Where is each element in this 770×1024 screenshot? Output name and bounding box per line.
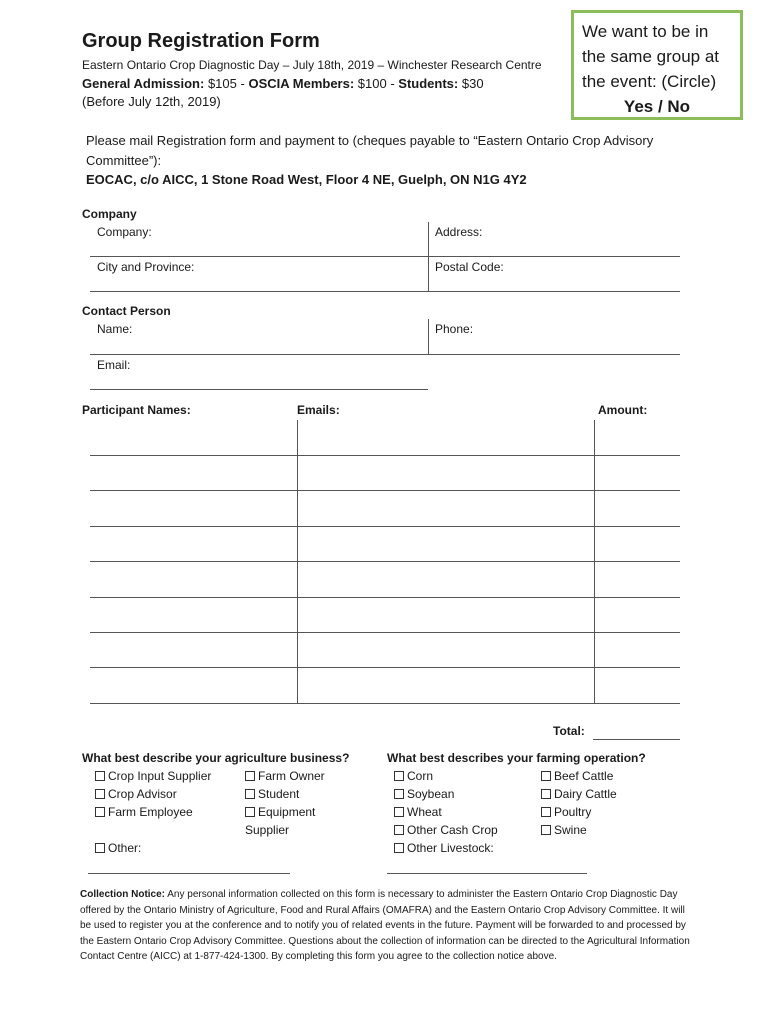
- oscia-price: $100 -: [357, 76, 395, 91]
- group-line-2: the same group at: [582, 47, 720, 66]
- participant-names-header: Participant Names:: [82, 403, 191, 417]
- checkbox-beef-cattle[interactable]: Beef Cattle: [541, 767, 617, 785]
- checkbox-swine[interactable]: Swine: [541, 821, 617, 839]
- amount-header: Amount:: [598, 403, 648, 417]
- checkbox-student[interactable]: Student: [245, 785, 325, 803]
- table-row[interactable]: [90, 667, 680, 668]
- business-options-col1: [95, 767, 211, 821]
- address-field-label: Address:: [435, 225, 483, 239]
- notice-label: Collection Notice:: [80, 889, 166, 900]
- contact-heading: Contact Person: [82, 304, 171, 318]
- checkbox-icon: [541, 825, 551, 835]
- yes-no-choice[interactable]: Yes / No: [623, 97, 691, 116]
- checkbox-farm-owner[interactable]: Farm Owner: [245, 767, 325, 785]
- business-options-col2: [245, 767, 325, 839]
- email-field-line[interactable]: [90, 389, 428, 390]
- company-field-line[interactable]: [90, 256, 428, 257]
- business-question: What best describe your agriculture business?: [82, 751, 350, 765]
- students-price: $30: [461, 76, 484, 91]
- table-row[interactable]: [90, 561, 680, 562]
- checkbox-other-livestock[interactable]: Other Livestock:: [394, 839, 498, 857]
- deadline-note: (Before July 12th, 2019): [82, 94, 221, 109]
- checkbox-crop-advisor[interactable]: Crop Advisor: [95, 785, 211, 803]
- company-divider: [428, 222, 429, 292]
- farming-options-col2: [541, 767, 617, 839]
- email-field-label: Email:: [97, 358, 131, 372]
- admission-prices: [82, 76, 484, 91]
- farming-question: What best describes your farming operation?: [387, 751, 646, 765]
- checkbox-icon: [394, 807, 404, 817]
- checkbox-icon: [95, 789, 105, 799]
- city-field-label: City and Province:: [97, 260, 195, 274]
- table-row[interactable]: [90, 703, 680, 704]
- checkbox-icon: [245, 789, 255, 799]
- table-row[interactable]: [90, 490, 680, 491]
- mailing-address: EOCAC, c/o AICC, 1 Stone Road West, Floor 4 NE, Guelph, ON N1G 4Y2: [86, 172, 527, 187]
- emails-header: Emails:: [297, 403, 340, 417]
- table-row[interactable]: [90, 526, 680, 527]
- general-admission-price: $105 -: [207, 76, 245, 91]
- company-field-label: Company:: [97, 225, 152, 239]
- form-title: Group Registration Form: [82, 30, 320, 52]
- group-line-3: the event: (Circle): [582, 72, 717, 91]
- total-label: Total:: [553, 724, 585, 738]
- checkbox-corn[interactable]: Corn: [394, 767, 498, 785]
- general-admission-label: General Admission:: [82, 76, 205, 91]
- business-other-line[interactable]: [88, 873, 290, 874]
- checkbox-icon: [541, 789, 551, 799]
- checkbox-icon: [394, 825, 404, 835]
- total-field-line[interactable]: [593, 739, 680, 740]
- checkbox-icon: [394, 789, 404, 799]
- farming-other-line[interactable]: [387, 873, 587, 874]
- contact-divider: [428, 319, 429, 355]
- mailing-instruction: Please mail Registration form and payment to (cheques payable to “Eastern Ontario Crop Advisory Committee”):: [86, 133, 654, 168]
- checkbox-icon: [394, 771, 404, 781]
- checkbox-icon: [541, 807, 551, 817]
- checkbox-icon: [245, 807, 255, 817]
- checkbox-business-other[interactable]: Other:: [95, 839, 141, 857]
- group-preference-box: [571, 10, 743, 120]
- name-phone-line[interactable]: [90, 354, 680, 355]
- name-field-label: Name:: [97, 322, 133, 336]
- event-subtitle: Eastern Ontario Crop Diagnostic Day – July 18th, 2019 – Winchester Research Centre: [82, 58, 542, 72]
- postal-field-label: Postal Code:: [435, 260, 504, 274]
- checkbox-equipment-supplier[interactable]: Equipment Supplier: [245, 805, 316, 837]
- checkbox-poultry[interactable]: Poultry: [541, 803, 617, 821]
- students-label: Students:: [398, 76, 459, 91]
- checkbox-other-cash-crop[interactable]: Other Cash Crop: [394, 821, 498, 839]
- city-postal-line[interactable]: [90, 291, 680, 292]
- checkbox-soybean[interactable]: Soybean: [394, 785, 498, 803]
- table-row[interactable]: [90, 632, 680, 633]
- checkbox-icon: [95, 771, 105, 781]
- checkbox-dairy-cattle[interactable]: Dairy Cattle: [541, 785, 617, 803]
- table-row[interactable]: [90, 455, 680, 456]
- checkbox-wheat[interactable]: Wheat: [394, 803, 498, 821]
- notice-text: Any personal information collected on this form is necessary to administer the Eastern Ontario Crop Diagnostic Day offered by the Ontario Ministry of Agriculture, Food and Rural Affairs (OMAFRA) and the Eastern Ontario Crop Advisory Committee. It will be used to register you at the conference and to notify you of related events in the future. Payment will be forwarded to and processed by the Eastern Ontario Crop Advisory Committee. Questions about the collection of information can be directed to the Agricultural Information Contact Centre (AICC) at 1-877-424-1300. By completing this form you agree to the collection notice above.: [80, 889, 690, 962]
- checkbox-icon: [245, 771, 255, 781]
- group-line-1: We want to be in: [582, 22, 709, 41]
- checkbox-icon: [95, 843, 105, 853]
- collection-notice: [80, 887, 690, 965]
- checkbox-icon: [95, 807, 105, 817]
- table-row[interactable]: [90, 597, 680, 598]
- address-field-line[interactable]: [428, 256, 680, 257]
- checkbox-farm-employee[interactable]: Farm Employee: [95, 803, 211, 821]
- checkbox-icon: [394, 843, 404, 853]
- checkbox-crop-input-supplier[interactable]: Crop Input Supplier: [95, 767, 211, 785]
- oscia-label: OSCIA Members:: [248, 76, 355, 91]
- checkbox-icon: [541, 771, 551, 781]
- company-heading: Company: [82, 207, 137, 221]
- farming-options-col1: [394, 767, 498, 857]
- phone-field-label: Phone:: [435, 322, 474, 336]
